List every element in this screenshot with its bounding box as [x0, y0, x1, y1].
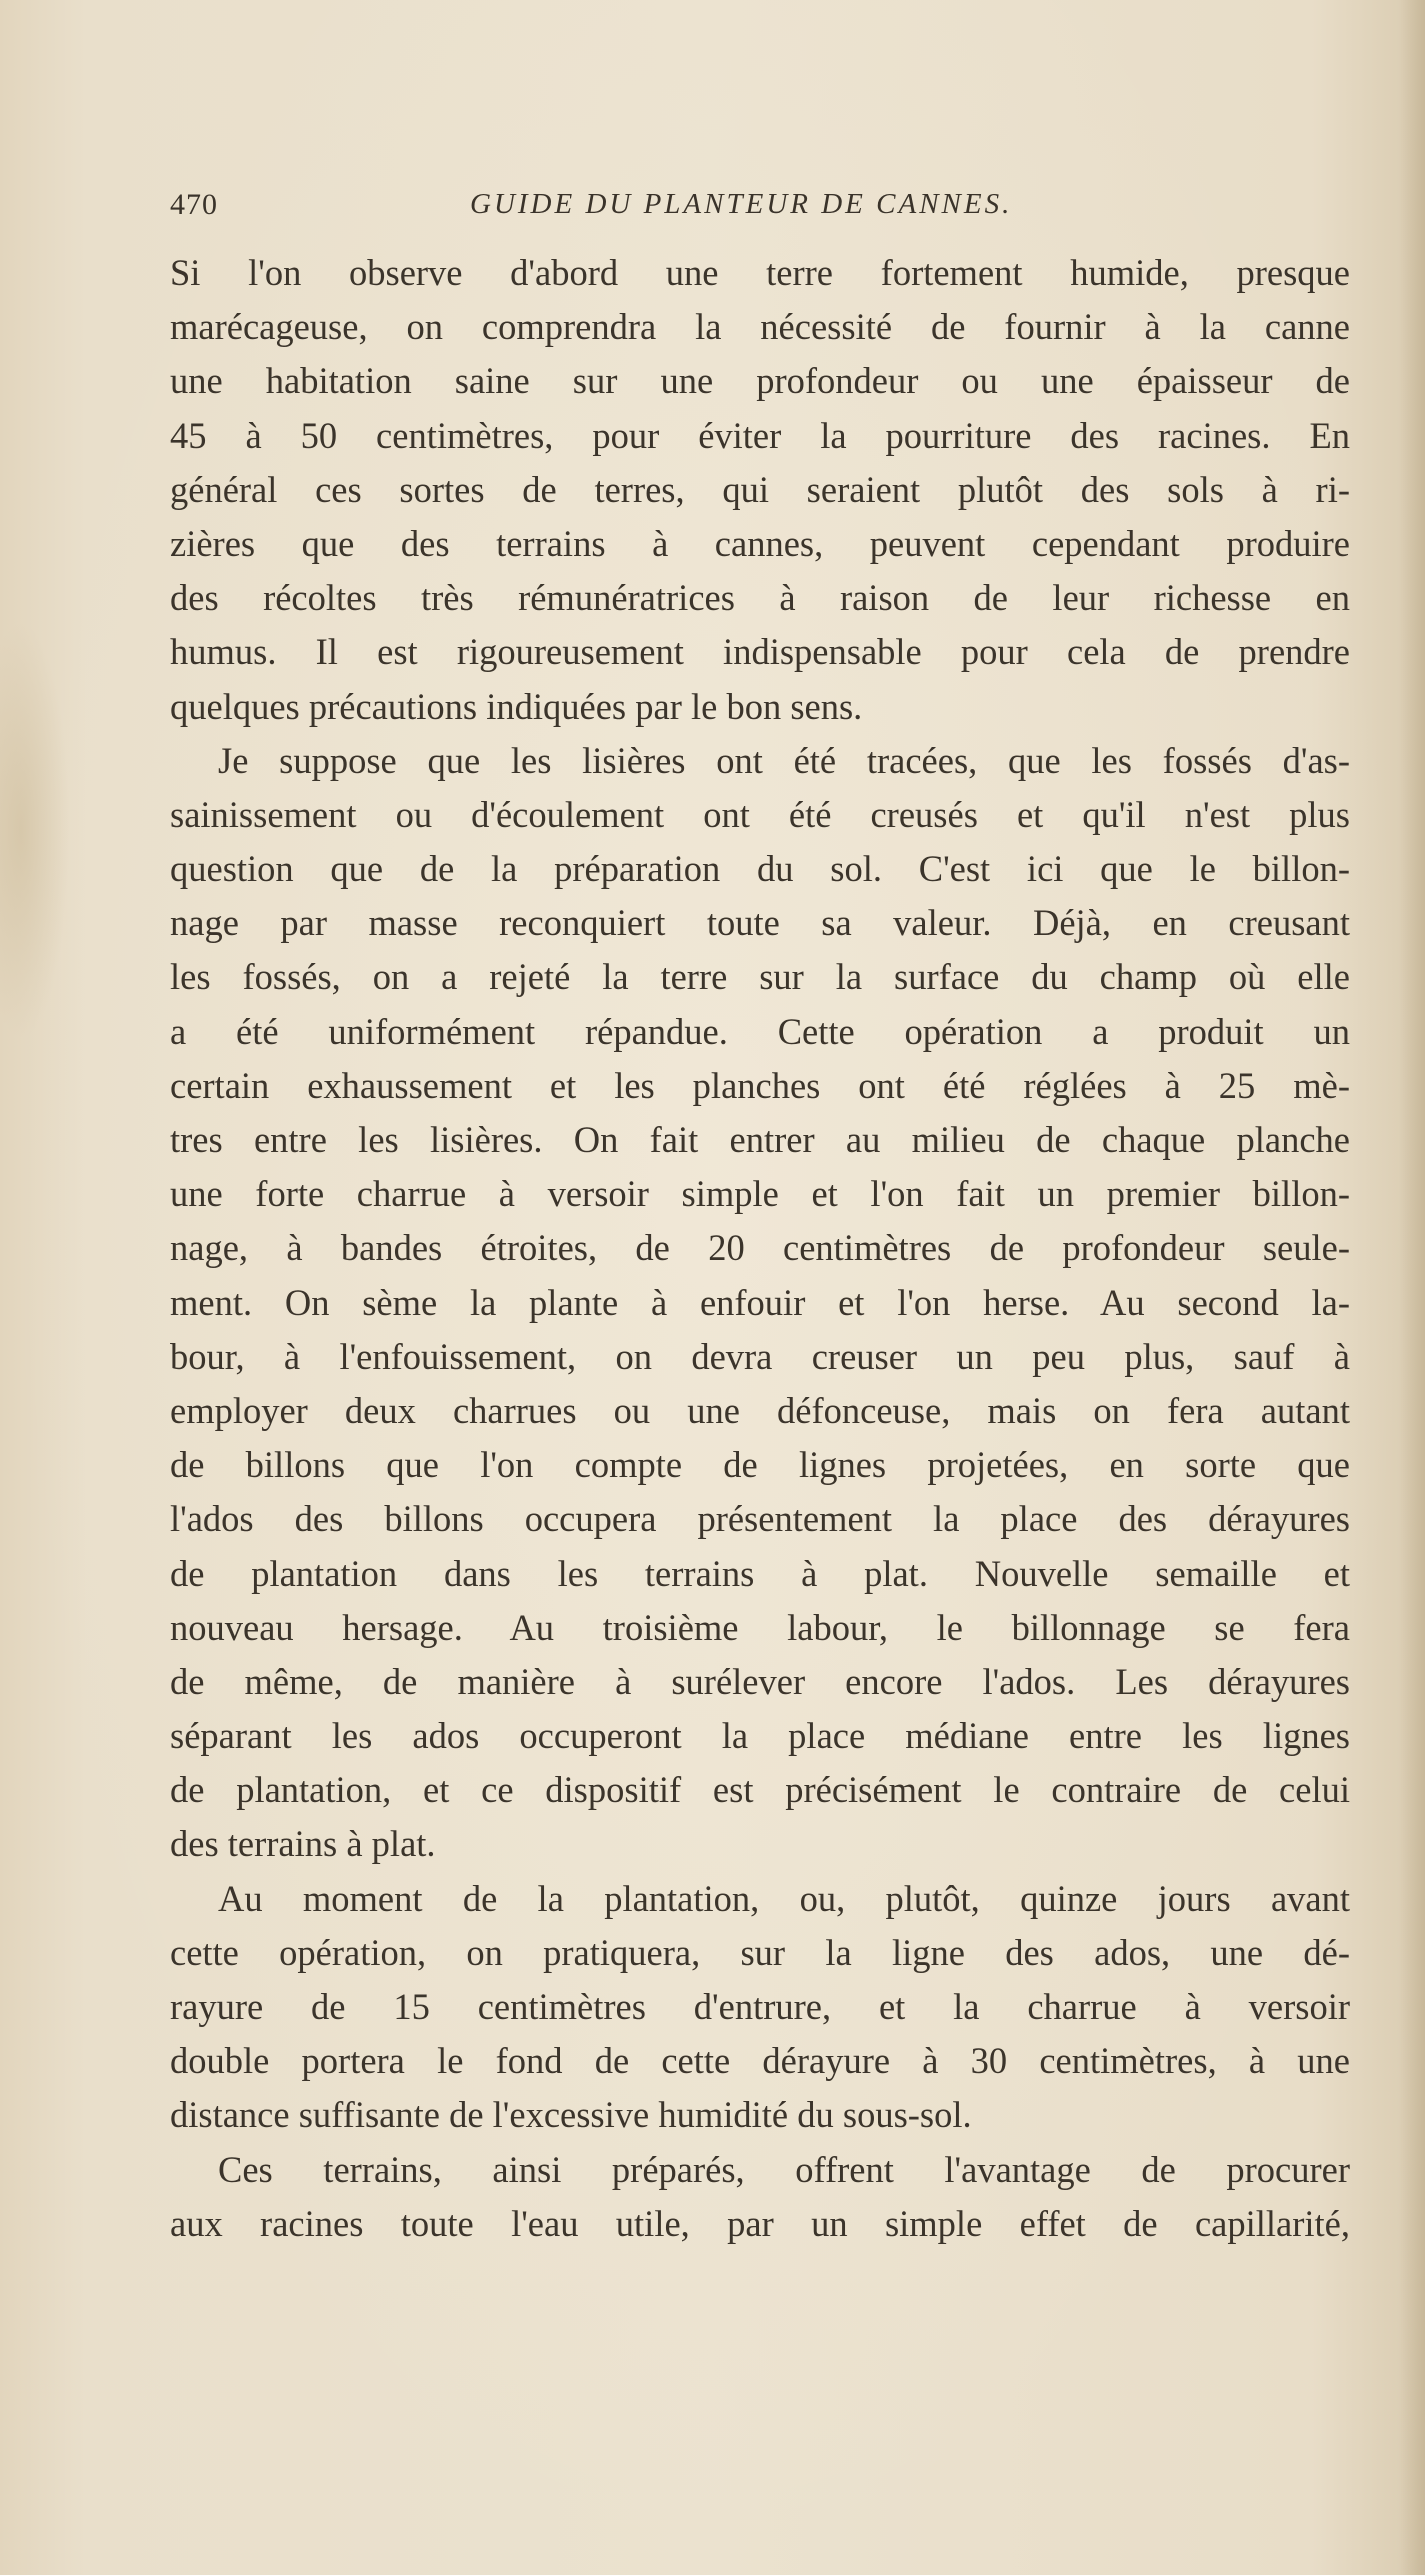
- page-number: 470: [170, 188, 218, 221]
- text-line: humus. Il est rigoureusement indispensable pour cela de prendre: [170, 631, 1350, 673]
- text-line: de même, de manière à surélever encore l'ados. Les dérayures: [170, 1660, 1350, 1702]
- text-line: cette opération, on pratiquera, sur la ligne des ados, une dé-: [170, 1931, 1350, 1973]
- text-line: certain exhaussement et les planches ont été réglées à 25 mè-: [170, 1064, 1350, 1106]
- body-text: [170, 246, 1350, 2251]
- text-line: des terrains à plat.: [170, 1823, 436, 1865]
- text-line: des récoltes très rémunératrices à raison de leur richesse en: [170, 577, 1350, 619]
- text-line: l'ados des billons occupera présentement la place des dérayures: [170, 1498, 1350, 1540]
- text-line: quelques précautions indiquées par le bon sens.: [170, 685, 863, 727]
- text-line: bour, à l'enfouissement, on devra creuser un peu plus, sauf à: [170, 1335, 1350, 1377]
- text-line: de billons que l'on compte de lignes projetées, en sorte que: [170, 1444, 1350, 1486]
- text-line: nouveau hersage. Au troisième labour, le billonnage se fera: [170, 1606, 1350, 1648]
- text-line: aux racines toute l'eau utile, par un simple effet de capillarité,: [170, 2202, 1350, 2244]
- text-line: nage par masse reconquiert toute sa valeur. Déjà, en creusant: [170, 902, 1350, 944]
- text-line: de plantation, et ce dispositif est précisément le contraire de celui: [170, 1769, 1350, 1811]
- text-line: les fossés, on a rejeté la terre sur la surface du champ où elle: [170, 956, 1350, 998]
- text-line: employer deux charrues ou une défonceuse, mais on fera autant: [170, 1389, 1350, 1431]
- text-line: distance suffisante de l'excessive humidité du sous-sol.: [170, 2094, 972, 2136]
- text-line: une forte charrue à versoir simple et l'on fait un premier billon-: [170, 1173, 1350, 1215]
- page-stain: [0, 620, 70, 1040]
- text-line: marécageuse, on comprendra la nécessité de fournir à la canne: [170, 306, 1350, 348]
- running-title: GUIDE DU PLANTEUR DE CANNES.: [470, 188, 1013, 220]
- text-line: général ces sortes de terres, qui seraient plutôt des sols à ri-: [170, 468, 1350, 510]
- text-line: double portera le fond de cette dérayure à 30 centimètres, à une: [170, 2040, 1350, 2082]
- text-line: question que de la préparation du sol. C'est ici que le billon-: [170, 848, 1350, 890]
- text-line: Ces terrains, ainsi préparés, offrent l'avantage de procurer: [218, 2148, 1350, 2190]
- text-line: 45 à 50 centimètres, pour éviter la pourriture des racines. En: [170, 414, 1350, 456]
- text-line: tres entre les lisières. On fait entrer au milieu de chaque planche: [170, 1119, 1350, 1160]
- page-edge-shadow: [1399, 0, 1425, 2575]
- text-line: Au moment de la plantation, ou, plutôt, quinze jours avant: [218, 1877, 1350, 1919]
- text-line: nage, à bandes étroites, de 20 centimètres de profondeur seule-: [170, 1227, 1350, 1269]
- text-line: rayure de 15 centimètres d'entrure, et la charrue à versoir: [170, 1986, 1350, 2027]
- text-line: de plantation dans les terrains à plat. Nouvelle semaille et: [170, 1552, 1350, 1594]
- running-head: [170, 188, 1270, 230]
- text-line: zières que des terrains à cannes, peuvent cependant produire: [170, 522, 1350, 564]
- text-line: a été uniformément répandue. Cette opération a produit un: [170, 1010, 1350, 1052]
- text-line: ment. On sème la plante à enfouir et l'on herse. Au second la-: [170, 1281, 1350, 1323]
- text-line: Je suppose que les lisières ont été tracées, que les fossés d'as-: [218, 739, 1350, 781]
- text-line: sainissement ou d'écoulement ont été creusés et qu'il n'est plus: [170, 793, 1350, 835]
- text-line: séparant les ados occuperont la place médiane entre les lignes: [170, 1715, 1350, 1757]
- text-line: une habitation saine sur une profondeur ou une épaisseur de: [170, 360, 1350, 402]
- text-line: Si l'on observe d'abord une terre fortement humide, presque: [170, 252, 1350, 293]
